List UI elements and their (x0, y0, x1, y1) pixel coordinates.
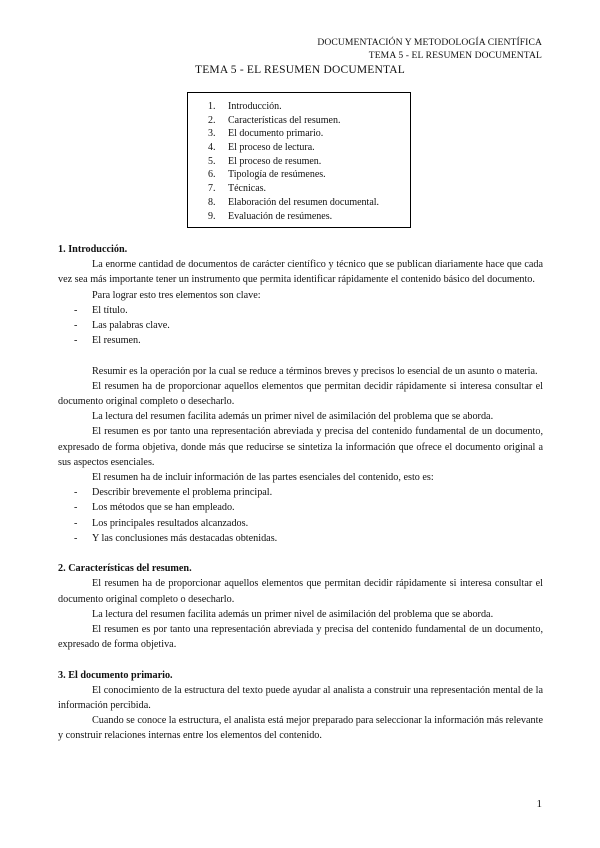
toc-item: 4. El proceso de lectura. (208, 142, 315, 154)
toc-item: 5. El proceso de resumen. (208, 155, 322, 167)
document-body (58, 242, 543, 744)
page-title: TEMA 5 - EL RESUMEN DOCUMENTAL (194, 64, 406, 76)
section-heading-characteristics: 2. Características del resumen. (58, 563, 192, 575)
paragraph: La enorme cantidad de documentos de carácter científico y técnico que se publican diariamente hace que cada vez sea más importante tener un instrumento que permita identificar rápidamente el contenido básico del documento. (58, 259, 543, 286)
list-item: - El título. (74, 304, 128, 316)
list-item: - Los métodos que se han empleado. (74, 502, 235, 514)
section-heading-primary-document: 3. El documento primario. (58, 669, 173, 681)
toc-item: 9. Evaluación de resúmenes. (208, 210, 333, 222)
paragraph: Cuando se conoce la estructura, el analista está mejor preparado para seleccionar la información más relevante y construir relaciones internas entre los elementos del contenido. (58, 715, 543, 742)
toc-item: 2. Características del resumen. (208, 114, 341, 126)
key-elements-list (58, 303, 543, 349)
table-of-contents (187, 92, 411, 228)
paragraph: El resumen es por tanto una representación abreviada y precisa del contenido fundamental de un documento, expresado de forma objetiva. (58, 624, 543, 651)
list-item: - Las palabras clave. (74, 320, 170, 332)
paragraph: La lectura del resumen facilita además un primer nivel de asimilación del problema que se aborda. (92, 608, 494, 620)
running-header-course: DOCUMENTACIÓN Y METODOLOGÍA CIENTÍFICA (317, 37, 542, 48)
paragraph: Resumir es la operación por la cual se reduce a términos breves y precisos lo esencial de un asunto o materia. (92, 365, 538, 377)
section-heading-introduction: 1. Introducción. (58, 244, 128, 255)
list-item: - El resumen. (74, 335, 141, 347)
toc-item: 7. Técnicas. (208, 183, 267, 195)
list-item: - Describir brevemente el problema principal. (74, 487, 273, 499)
page-number: 1 (536, 798, 542, 810)
paragraph: El conocimiento de la estructura del texto puede ayudar al analista a construir una representación mental de la información percibida. (58, 684, 543, 712)
toc-item: 1. Introducción. (208, 101, 282, 112)
toc-item: 6. Tipología de resúmenes. (208, 169, 326, 181)
essential-parts-list (58, 485, 543, 546)
list-item: - Y las conclusiones más destacadas obtenidas. (74, 532, 278, 544)
paragraph: Para lograr esto tres elementos son clave: (92, 289, 261, 301)
toc-item: 8. Elaboración del resumen documental. (208, 196, 380, 208)
paragraph: La lectura del resumen facilita además un primer nivel de asimilación del problema que se aborda. (92, 411, 494, 423)
paragraph: El resumen ha de incluir información de las partes esenciales del contenido, esto es: (92, 472, 434, 484)
paragraph: El resumen ha de proporcionar aquellos elementos que permitan decidir rápidamente si interesa consultar el documento original completo o desecharlo. (58, 578, 543, 605)
paragraph: El resumen es por tanto una representación abreviada y precisa del contenido fundamental de un documento, expresado de forma objetiva, donde más que reducirse se sintetiza la información que ofrece el documento original a sus aspectos esenciales. (58, 426, 543, 468)
toc-item: 3. El documento primario. (208, 128, 324, 140)
running-header-topic: TEMA 5 - EL RESUMEN DOCUMENTAL (368, 50, 542, 61)
list-item: - Los principales resultados alcanzados. (74, 517, 249, 529)
paragraph: El resumen ha de proporcionar aquellos elementos que permitan decidir rápidamente si interesa consultar el documento original completo o desecharlo. (58, 380, 543, 408)
